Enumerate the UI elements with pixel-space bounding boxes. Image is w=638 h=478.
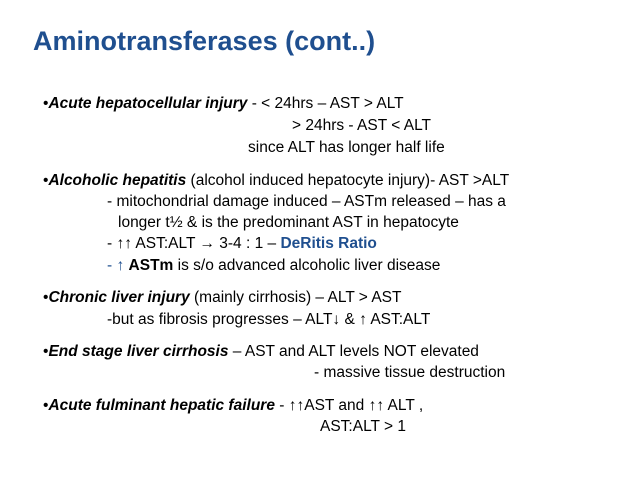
item-line: - massive tissue destruction bbox=[314, 364, 506, 381]
item-text: (alcohol induced hepatocyte injury)- AST >ALT bbox=[186, 172, 510, 189]
item-heading-alcoholic-hepatitis: Alcoholic hepatitis bbox=[48, 172, 187, 189]
item-heading-acute-fulminant: Acute fulminant hepatic failure bbox=[48, 397, 275, 414]
bullet-alcoholic-hepatitis bbox=[43, 172, 509, 190]
item-text: - ↑↑AST and ↑↑ ALT , bbox=[274, 397, 424, 414]
item-text: - ↑↑ AST:ALT → 3-4 : 1 – bbox=[107, 235, 281, 252]
item-line: AST:ALT > 1 bbox=[320, 418, 407, 435]
deritis-ratio-label: DeRitis Ratio bbox=[280, 235, 377, 252]
bullet-glyph: • bbox=[43, 397, 49, 414]
item-text: - ↑ bbox=[107, 257, 129, 274]
item-line: since ALT has longer half life bbox=[248, 139, 445, 156]
item-heading-chronic-liver-injury: Chronic liver injury bbox=[48, 289, 190, 306]
bullet-acute-hepatocellular bbox=[43, 95, 404, 113]
bullet-acute-fulminant bbox=[43, 397, 423, 415]
astm-label: ASTm bbox=[128, 257, 174, 274]
item-heading-end-stage-cirrhosis: End stage liver cirrhosis bbox=[48, 343, 229, 360]
item-heading-acute-hepatocellular: Acute hepatocellular injury bbox=[48, 95, 248, 112]
bullet-glyph: • bbox=[43, 289, 49, 306]
deritis-ratio-line bbox=[107, 235, 377, 253]
bullet-glyph: • bbox=[43, 172, 49, 189]
item-line: -but as fibrosis progresses – ALT↓ & ↑ AST:ALT bbox=[107, 311, 431, 328]
slide-title: Aminotransferases (cont..) bbox=[33, 26, 376, 56]
bullet-glyph: • bbox=[43, 95, 49, 112]
bullet-chronic-liver-injury bbox=[43, 289, 401, 307]
item-text: - < 24hrs – AST > ALT bbox=[247, 95, 404, 112]
item-text: (mainly cirrhosis) – ALT > AST bbox=[189, 289, 402, 306]
item-line: > 24hrs - AST < ALT bbox=[292, 117, 432, 134]
item-line: - mitochondrial damage induced – ASTm released – has a bbox=[107, 193, 506, 210]
item-line: longer t½ & is the predominant AST in hepatocyte bbox=[118, 214, 459, 231]
bullet-glyph: • bbox=[43, 343, 49, 360]
astm-line bbox=[107, 257, 440, 275]
item-text: is s/o advanced alcoholic liver disease bbox=[173, 257, 441, 274]
bullet-end-stage-cirrhosis bbox=[43, 343, 479, 361]
item-text: – AST and ALT levels NOT elevated bbox=[228, 343, 479, 360]
